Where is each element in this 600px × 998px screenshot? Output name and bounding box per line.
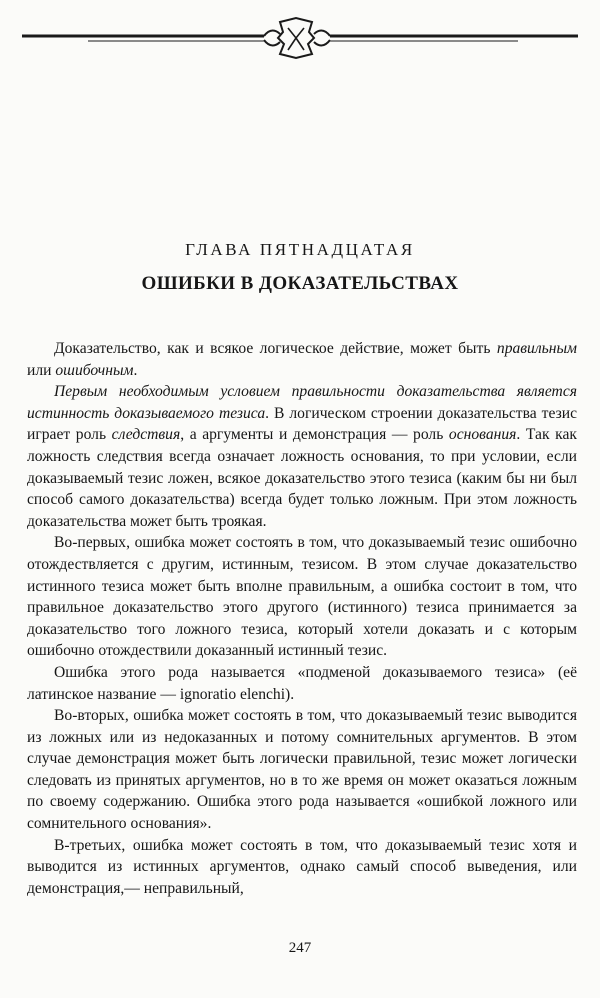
paragraph: Доказательство, как и всякое логическое действие, может быть правильным или ошибочным. [27, 340, 577, 379]
header-ornament [18, 14, 583, 62]
body-text [27, 338, 577, 899]
paragraph: В-третьих, ошибка может состоять в том, что доказываемый тезис хотя и выводится из истинных аргументов, однако самый способ выведения, или демонстрация,— неправильный, [27, 836, 577, 897]
paragraph: Во-вторых, ошибка может состоять в том, что доказываемый тезис выводится из ложных или из недоказанных и потому сомнительных аргументов. В этом случае демонстрация может быть логически правильной, тезис может логически следовать из принятых аргументов, но в то же время он может оказаться ложным по своему содержанию. Ошибка этого рода называется «ошибкой ложного или сомнительного основания». [27, 707, 577, 833]
ornament-rule-left [22, 36, 264, 41]
ornament-rule-right [330, 36, 578, 41]
paragraph: Первым необходимым условием правильности доказательства является истинность доказываемого тезиса. В логическом строении доказательства тезис играет роль следствия, а аргументы и демонстрация — роль основания. Так как ложность следствия всегда означает ложность основания, то при условии, если доказываемый тезис ложен, всякое доказательство этого тезиса (каким бы ни был способ самого доказательства) всегда будет только ложным. При этом ложность доказательства может быть троякая. [27, 383, 578, 530]
paragraph: Ошибка этого рода называется «подменой доказываемого тезиса» (её латинское название — ignoratio elenchi). [27, 663, 577, 703]
paragraph: Во-первых, ошибка может состоять в том, что доказываемый тезис ошибочно отождествляется с другим, истинным, тезисом. В этом случае доказательство истинного тезиса может быть вполне правильным, а ошибка состоит в том, что правильное доказательство этого другого (истинного) тезиса принимается за доказательство того ложного тезиса, который хотели доказать и с которым ошибочно отождествили доказанный истинный тезис. [27, 534, 577, 660]
page-number: 247 [288, 940, 312, 956]
chapter-label: ГЛАВА ПЯТНАДЦАТАЯ [185, 240, 415, 259]
ornament-center-icon [264, 18, 330, 58]
chapter-title: ОШИБКИ В ДОКАЗАТЕЛЬСТВАХ [141, 273, 459, 294]
